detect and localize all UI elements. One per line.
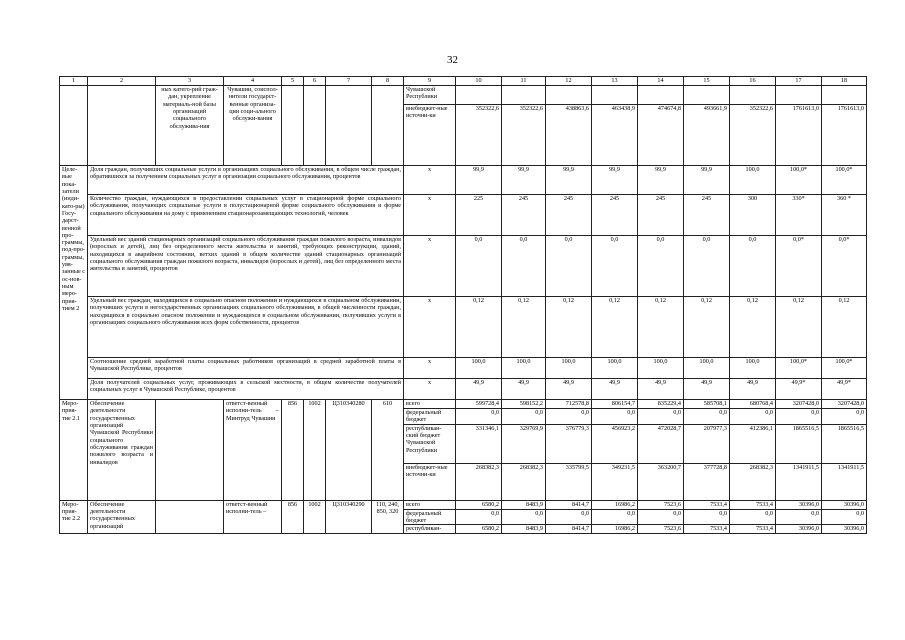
event-executor: ответст-венный исполни-тель – — [224, 500, 282, 534]
code-cell: Ц310340290 — [326, 500, 372, 534]
indicator-x: x — [404, 166, 456, 195]
indicator-text: Удельный вес граждан, находящихся в социально опасном положении и нуждающихся в социальном обслуживании, получивших услуги в негосударственных организациях социального обслуживания, в общей численности граждан, находящихся в социально опасном положении и нуждающихся в социальном обслуживании, получивших услуги в организациях социального обслуживания всех форм собственности, процентов — [88, 297, 404, 358]
column-header: 4 — [224, 77, 282, 86]
funding-source: республикан-ский бюджет Чувашской Республики — [404, 424, 456, 463]
value-cell: 1761613,0 — [776, 105, 822, 166]
value-cell: 493661,9 — [684, 105, 730, 166]
funding-source: федеральный бюджет — [404, 409, 456, 425]
table-cell — [638, 86, 684, 105]
indicator-row — [60, 195, 867, 236]
value-cell: 0,0 — [684, 236, 730, 297]
value-cell: 0,12 — [776, 297, 822, 358]
value-cell: 463438,9 — [592, 105, 638, 166]
value-cell: 99,9 — [592, 166, 638, 195]
value-cell: 7523,6 — [638, 525, 684, 534]
funding-source: республикан- — [404, 525, 456, 534]
value-cell: 7523,6 — [638, 500, 684, 509]
cell-executor: Чувашии, соиспол-нители государст-венные организа-ции соци-ального обслужи-вания — [224, 86, 282, 166]
value-cell: 0,0 — [730, 509, 776, 525]
value-cell: 0,0 — [638, 409, 684, 425]
value-cell: 0,12 — [638, 297, 684, 358]
column-header: 17 — [776, 77, 822, 86]
value-cell: 100,0 — [730, 358, 776, 379]
value-cell: 0,0 — [776, 409, 822, 425]
value-cell: 0,12 — [456, 297, 502, 358]
indicator-row — [60, 166, 867, 195]
value-cell: 0,0 — [730, 409, 776, 425]
value-cell: 100,0 — [546, 358, 592, 379]
indicator-x: x — [404, 297, 456, 358]
event-row — [60, 500, 867, 509]
value-cell: 363200,7 — [638, 463, 684, 500]
value-cell: 30396,0 — [822, 500, 867, 509]
value-cell: 8483,9 — [502, 500, 546, 509]
value-cell: 472028,7 — [638, 424, 684, 463]
value-cell: 585708,1 — [684, 400, 730, 409]
value-cell: 30396,0 — [776, 525, 822, 534]
value-cell: 8414,7 — [546, 525, 592, 534]
column-header: 5 — [282, 77, 304, 86]
value-cell: 599728,4 — [456, 400, 502, 409]
indicator-text: Удельный вес зданий стационарных организаций социального обслуживания граждан пожилого возраста, инвалидов (взрослых и детей), лиц без определенного места жительства и занятий, требующих реконструкции, зданий, находящихся в аварийном состоянии, ветхих зданий в общем количестве зданий стационарных организаций социального обслуживания граждан пожилого возраста, инвалидов (взрослых и детей), лиц без определенного места жительства и занятий, процентов — [88, 236, 404, 297]
column-header: 16 — [730, 77, 776, 86]
value-cell: 49,9 — [684, 379, 730, 400]
table-cell — [776, 86, 822, 105]
value-cell: 0,0 — [456, 409, 502, 425]
table-cell — [546, 86, 592, 105]
value-cell: 30396,0 — [776, 500, 822, 509]
column-header: 8 — [372, 77, 404, 86]
value-cell: 0,0 — [776, 509, 822, 525]
indicator-x: x — [404, 236, 456, 297]
column-header: 2 — [88, 77, 156, 86]
value-cell: 712578,8 — [546, 400, 592, 409]
value-cell: 598152,2 — [502, 400, 546, 409]
value-cell: 1865516,5 — [822, 424, 867, 463]
value-cell: 1761613,0 — [822, 105, 867, 166]
value-cell: 0,0 — [546, 509, 592, 525]
indicator-x: x — [404, 195, 456, 236]
code-cell: 610 — [372, 400, 404, 501]
value-cell: 330* — [776, 195, 822, 236]
table-cell — [502, 86, 546, 105]
code-cell: 110, 240, 850, 320 — [372, 500, 404, 534]
value-cell: 835229,4 — [638, 400, 684, 409]
value-cell: 100,0* — [776, 166, 822, 195]
value-cell: 0,0 — [592, 409, 638, 425]
value-cell: 49,9 — [730, 379, 776, 400]
value-cell: 99,9 — [638, 166, 684, 195]
value-cell: 268382,3 — [730, 463, 776, 500]
value-cell: 3207428,0 — [776, 400, 822, 409]
value-cell: 245 — [502, 195, 546, 236]
value-cell: 0,0 — [502, 509, 546, 525]
column-header: 18 — [822, 77, 867, 86]
value-cell: 412386,1 — [730, 424, 776, 463]
column-header: 6 — [304, 77, 326, 86]
value-cell: 331346,1 — [456, 424, 502, 463]
value-cell: 100,0 — [730, 166, 776, 195]
table-cell — [456, 86, 502, 105]
value-cell: 7533,4 — [684, 500, 730, 509]
table-cell — [822, 86, 867, 105]
value-cell: 0,0 — [684, 409, 730, 425]
indicator-text: Доля граждан, получивших социальные услуги в организациях социального обслуживания, в общем числе граждан, обратившихся за получением социальных услуг в организации социального обслуживания, процентов — [88, 166, 404, 195]
column-header: 13 — [592, 77, 638, 86]
value-cell: 352322,6 — [730, 105, 776, 166]
column-header: 12 — [546, 77, 592, 86]
value-cell: 100,0* — [822, 358, 867, 379]
value-cell: 806154,7 — [592, 400, 638, 409]
value-cell: 0,0 — [502, 236, 546, 297]
value-cell: 1341911,5 — [776, 463, 822, 500]
value-cell: 0,12 — [822, 297, 867, 358]
value-cell: 268382,3 — [456, 463, 502, 500]
table-cell — [684, 86, 730, 105]
value-cell: 329769,9 — [502, 424, 546, 463]
value-cell: 0,0* — [822, 236, 867, 297]
value-cell: 100,0 — [638, 358, 684, 379]
value-cell: 0,0 — [456, 509, 502, 525]
value-cell: 245 — [546, 195, 592, 236]
table-cell — [282, 86, 304, 166]
value-cell: 0,0 — [684, 509, 730, 525]
value-cell: 0,12 — [730, 297, 776, 358]
indicator-text: Доля получателей социальных услуг, проживающих в сельской местности, в общем количестве получателей социальных услуг в Чувашской Республике, процентов — [88, 379, 404, 400]
table-cell — [372, 86, 404, 166]
indicator-row — [60, 379, 867, 400]
event-label: Меро-прия-тие 2.1 — [60, 400, 88, 501]
value-cell: 49,9 — [592, 379, 638, 400]
table-cell — [592, 86, 638, 105]
funding-source: Чувашской Республики — [404, 86, 456, 105]
column-header: 14 — [638, 77, 684, 86]
value-cell: 99,9 — [684, 166, 730, 195]
value-cell: 0,0 — [822, 509, 867, 525]
value-cell: 474674,8 — [638, 105, 684, 166]
table-cell — [326, 86, 372, 166]
value-cell: 100,0 — [592, 358, 638, 379]
value-cell: 0,12 — [684, 297, 730, 358]
value-cell: 16986,2 — [592, 525, 638, 534]
value-cell: 6580,2 — [456, 500, 502, 509]
event-label: Меро-прия-тие 2.2 — [60, 500, 88, 534]
funding-source: внебюджет-ные источни-ки — [404, 105, 456, 166]
value-cell: 245 — [638, 195, 684, 236]
event-row — [60, 400, 867, 409]
value-cell: 7533,4 — [684, 525, 730, 534]
indicator-row — [60, 358, 867, 379]
column-header: 11 — [502, 77, 546, 86]
value-cell: 0,12 — [592, 297, 638, 358]
value-cell: 268382,3 — [502, 463, 546, 500]
value-cell: 245 — [592, 195, 638, 236]
column-header: 1 — [60, 77, 88, 86]
value-cell: 0,12 — [546, 297, 592, 358]
value-cell: 0,0 — [638, 509, 684, 525]
value-cell: 100,0 — [456, 358, 502, 379]
code-cell: 856 — [282, 400, 304, 501]
value-cell: 1865516,5 — [776, 424, 822, 463]
cell-goal-text: ных катего-рий граж-дан, укрепление материаль-ной базы организаций социального обслужива-ния — [156, 86, 224, 166]
column-header: 9 — [404, 77, 456, 86]
value-cell: 3207428,0 — [822, 400, 867, 409]
table-cell — [304, 86, 326, 166]
funding-source: федеральный бюджет — [404, 509, 456, 525]
funding-source: внебюджет-ные источни-ки — [404, 463, 456, 500]
value-cell: 0,0* — [776, 236, 822, 297]
indicator-text: Соотношение средней заработной платы социальных работников организаций в средней заработной платы в Чувашской Республике, процентов — [88, 358, 404, 379]
code-cell: Ц310340280 — [326, 400, 372, 501]
table-cell — [60, 86, 88, 166]
column-header: 15 — [684, 77, 730, 86]
value-cell: 438863,6 — [546, 105, 592, 166]
value-cell: 0,0 — [592, 236, 638, 297]
header-row — [60, 77, 867, 86]
code-cell: 856 — [282, 500, 304, 534]
value-cell: 99,9 — [546, 166, 592, 195]
column-header: 7 — [326, 77, 372, 86]
value-cell: 349231,5 — [592, 463, 638, 500]
value-cell: 300 — [730, 195, 776, 236]
code-cell: 1002 — [304, 500, 326, 534]
value-cell: 99,9 — [502, 166, 546, 195]
value-cell: 245 — [684, 195, 730, 236]
value-cell: 16986,2 — [592, 500, 638, 509]
value-cell: 0,0 — [730, 236, 776, 297]
value-cell: 7533,4 — [730, 500, 776, 509]
column-header: 3 — [156, 77, 224, 86]
table-cell — [88, 86, 156, 166]
table-cell — [156, 500, 224, 534]
value-cell: 335799,5 — [546, 463, 592, 500]
value-cell: 0,0 — [822, 409, 867, 425]
indicators-label: Целе-вые пока-затели (инди-като-ры) Госу-дарст-венной про-граммы, под-про-граммы, увя-занные с ос-нов-ным меро-прия-тием 2 — [60, 166, 88, 400]
value-cell: 0,0 — [638, 236, 684, 297]
indicator-row — [60, 297, 867, 358]
indicator-x: x — [404, 379, 456, 400]
table-row — [60, 86, 867, 105]
budget-table — [59, 76, 867, 534]
value-cell: 207977,3 — [684, 424, 730, 463]
value-cell: 6580,2 — [456, 525, 502, 534]
value-cell: 352322,6 — [502, 105, 546, 166]
event-executor: ответст-венный исполни-тель – Минтруд Чувашии — [224, 400, 282, 501]
value-cell: 225 — [456, 195, 502, 236]
value-cell: 49,9* — [776, 379, 822, 400]
code-cell: 1002 — [304, 400, 326, 501]
column-header: 10 — [456, 77, 502, 86]
value-cell: 99,9 — [456, 166, 502, 195]
value-cell: 49,9 — [456, 379, 502, 400]
value-cell: 0,0 — [502, 409, 546, 425]
value-cell: 1341911,5 — [822, 463, 867, 500]
value-cell: 100,0* — [822, 166, 867, 195]
indicator-x: x — [404, 358, 456, 379]
table-cell — [156, 400, 224, 501]
value-cell: 49,9 — [502, 379, 546, 400]
indicator-row — [60, 236, 867, 297]
page-number: 32 — [447, 54, 458, 66]
value-cell: 352322,6 — [456, 105, 502, 166]
value-cell: 0,0 — [456, 236, 502, 297]
funding-source: всего — [404, 500, 456, 509]
value-cell: 49,9 — [546, 379, 592, 400]
value-cell: 7533,4 — [730, 525, 776, 534]
value-cell: 49,9 — [638, 379, 684, 400]
value-cell: 680768,4 — [730, 400, 776, 409]
value-cell: 0,12 — [502, 297, 546, 358]
value-cell: 360 * — [822, 195, 867, 236]
value-cell: 456923,2 — [592, 424, 638, 463]
event-name: Обеспечение деятельности государственных организаций — [88, 500, 156, 534]
value-cell: 100,0 — [684, 358, 730, 379]
value-cell: 8483,9 — [502, 525, 546, 534]
value-cell: 377728,8 — [684, 463, 730, 500]
value-cell: 0,0 — [546, 409, 592, 425]
value-cell: 49,9* — [822, 379, 867, 400]
funding-source: всего — [404, 400, 456, 409]
table-cell — [730, 86, 776, 105]
value-cell: 8414,7 — [546, 500, 592, 509]
value-cell: 30396,0 — [822, 525, 867, 534]
value-cell: 100,0* — [776, 358, 822, 379]
value-cell: 0,0 — [546, 236, 592, 297]
event-name: Обеспечение деятельности государственных организаций Чувашской Республики социального обслуживания граждан пожилого возраста и инвалидов — [88, 400, 156, 501]
value-cell: 376779,3 — [546, 424, 592, 463]
value-cell: 100,0 — [502, 358, 546, 379]
value-cell: 0,0 — [592, 509, 638, 525]
indicator-text: Количество граждан, нуждающихся в предоставлении социальных услуг в стационарной форме социального обслуживания, получающих социальные услуги в полустационарной форме социального обслуживания и форме социального обслуживания на дому с применением стационарозамещающих технологий, человек — [88, 195, 404, 236]
